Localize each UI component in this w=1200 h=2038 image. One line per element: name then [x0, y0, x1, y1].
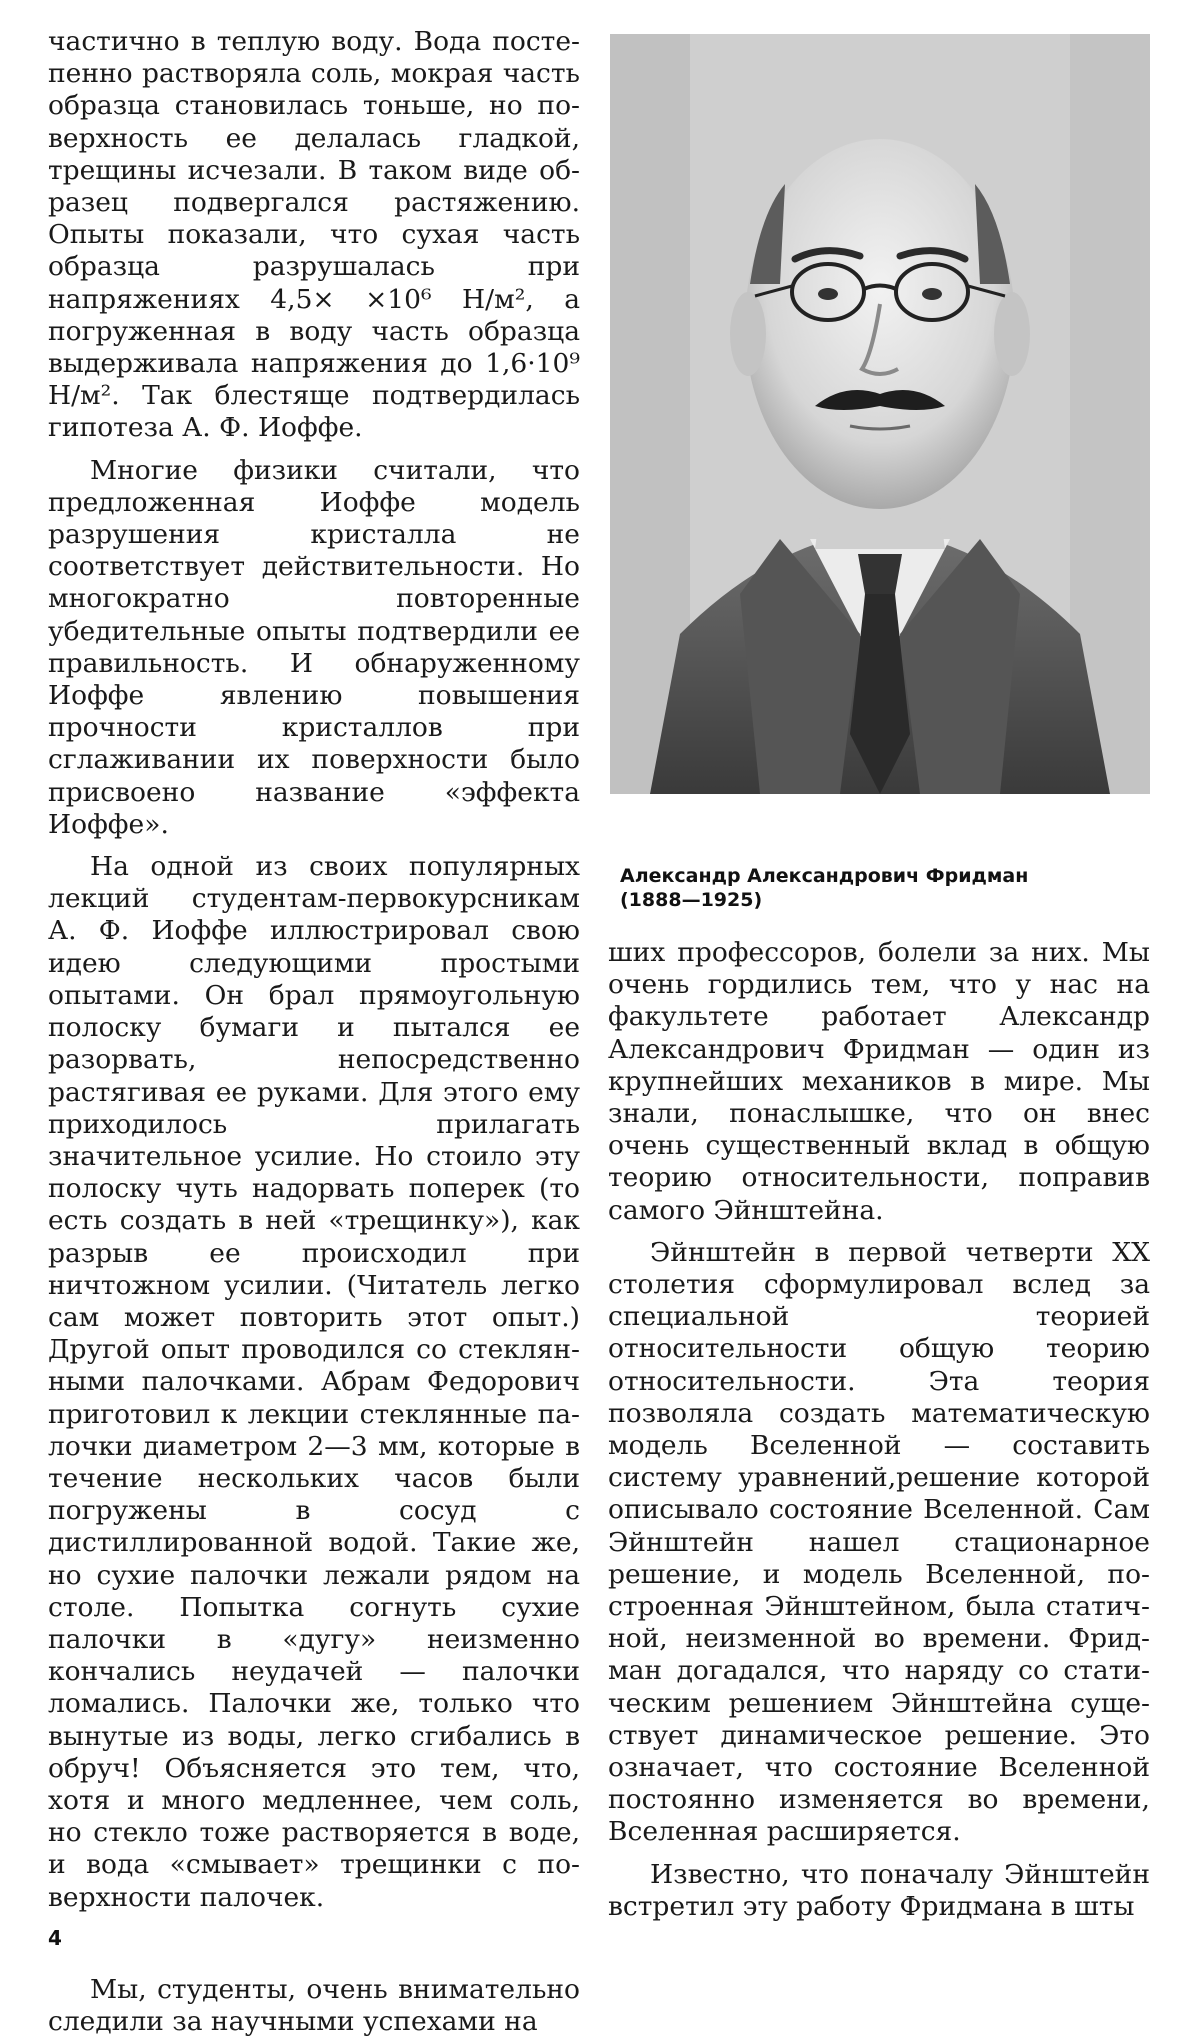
left-paragraph-2: Многие физики считали, что предложенная Иоффе модель разрушения кристалла не соответствует действительности. Но многократно повторенные убедительные опыты подтвердили ее правильность. И обнаруженному Иоффе явлению повышения прочности кристаллов при сглаживании их поверхности было присвоено название «эффекта Иоффе».	[48, 454, 580, 840]
page-number: 4	[48, 1926, 62, 1950]
caption-name: Александр Александрович Фридман	[620, 865, 1029, 887]
left-paragraph-1: частично в теплую воду. Вода постепенно растворяла соль, мокрая часть образца становилась тоньше, но поверхность ее делалась гладкой, трещины исчезали. В таком виде образец подвергался растяжению. Опыты показали, что сухая часть образца разрушалась при напряжениях 4,5× ×10⁶ Н/м², а погруженная в воду часть образца выдерживала напряжения до 1,6·10⁹ Н/м². Так блестяще подтвердилась гипотеза А. Ф. Иоффе.	[48, 26, 580, 444]
right-paragraph-3: Известно, что поначалу Эйнштейн встретил эту работу Фридмана в шты	[608, 1858, 1150, 1922]
right-text-column	[608, 937, 1150, 1923]
portrait-photo	[610, 34, 1150, 794]
right-paragraph-1: ших профессоров, болели за них. Мы очень гордились тем, что у нас на факультете работает Александр Александрович Фридман — один из крупнейших механиков в мире. Мы знали, понаслышке, что он внес очень существенный вклад в общую теорию относительности, поправив самого Эйнштейна.	[608, 937, 1150, 1226]
caption-years: (1888—1925)	[620, 889, 763, 911]
portrait-caption	[620, 864, 1140, 912]
left-paragraph-4: Мы, студенты, очень внимательно следили за научными успехами на	[48, 1973, 580, 2037]
right-paragraph-2: Эйнштейн в первой четверти XX столетия сформулировал вслед за специальной теорией относительности общую теорию относительности. Эта теория позволяла создать математическую модель Вселенной — составить систему уравнений,решение которой описывало состояние Вселенной. Сам Эйнштейн нашел стационарное решение, и модель Вселенной, построенная Эйнштейном, была статичной, неизменной во времени. Фридман догадался, что наряду со статическим решением Эйнштейна существует динамическое решение. Это означает, что состояние Вселенной постоянно изменяется во времени, Вселенная расширяется.	[608, 1236, 1150, 1848]
left-text-column	[48, 26, 580, 2038]
left-paragraph-3: На одной из своих популярных лекций студентам-первокурсникам А. Ф. Иоффе иллюстрировал свою идею следующими простыми опытами. Он брал прямоугольную полоску бумаги и пытался ее разорвать, непосредственно растягивая ее руками. Для этого ему приходилось прилагать значительное усилие. Но стоило эту полоску чуть надорвать поперек (то есть создать в ней «трещинку»), как разрыв ее происходил при ничтожном усилии. (Читатель легко сам может повторить этот опыт.) Другой опыт проводился со стеклянными палочками. Абрам Федорович приготовил к лекции стеклянные палочки диаметром 2—3 мм, которые в течение нескольких часов были погружены в сосуд с дистиллированной водой. Такие же, но сухие палочки лежали рядом на столе. Попытка согнуть сухие палочки в «дугу» неизменно кончались неудачей — палочки ломались. Палочки же, только что вынутые из воды, легко сгибались в обруч! Объясняется это тем, что, хотя и много медленнее, чем соль, но стекло тоже растворяется в воде, и вода «смывает» трещинки с поверхности палочек.	[48, 851, 580, 1913]
